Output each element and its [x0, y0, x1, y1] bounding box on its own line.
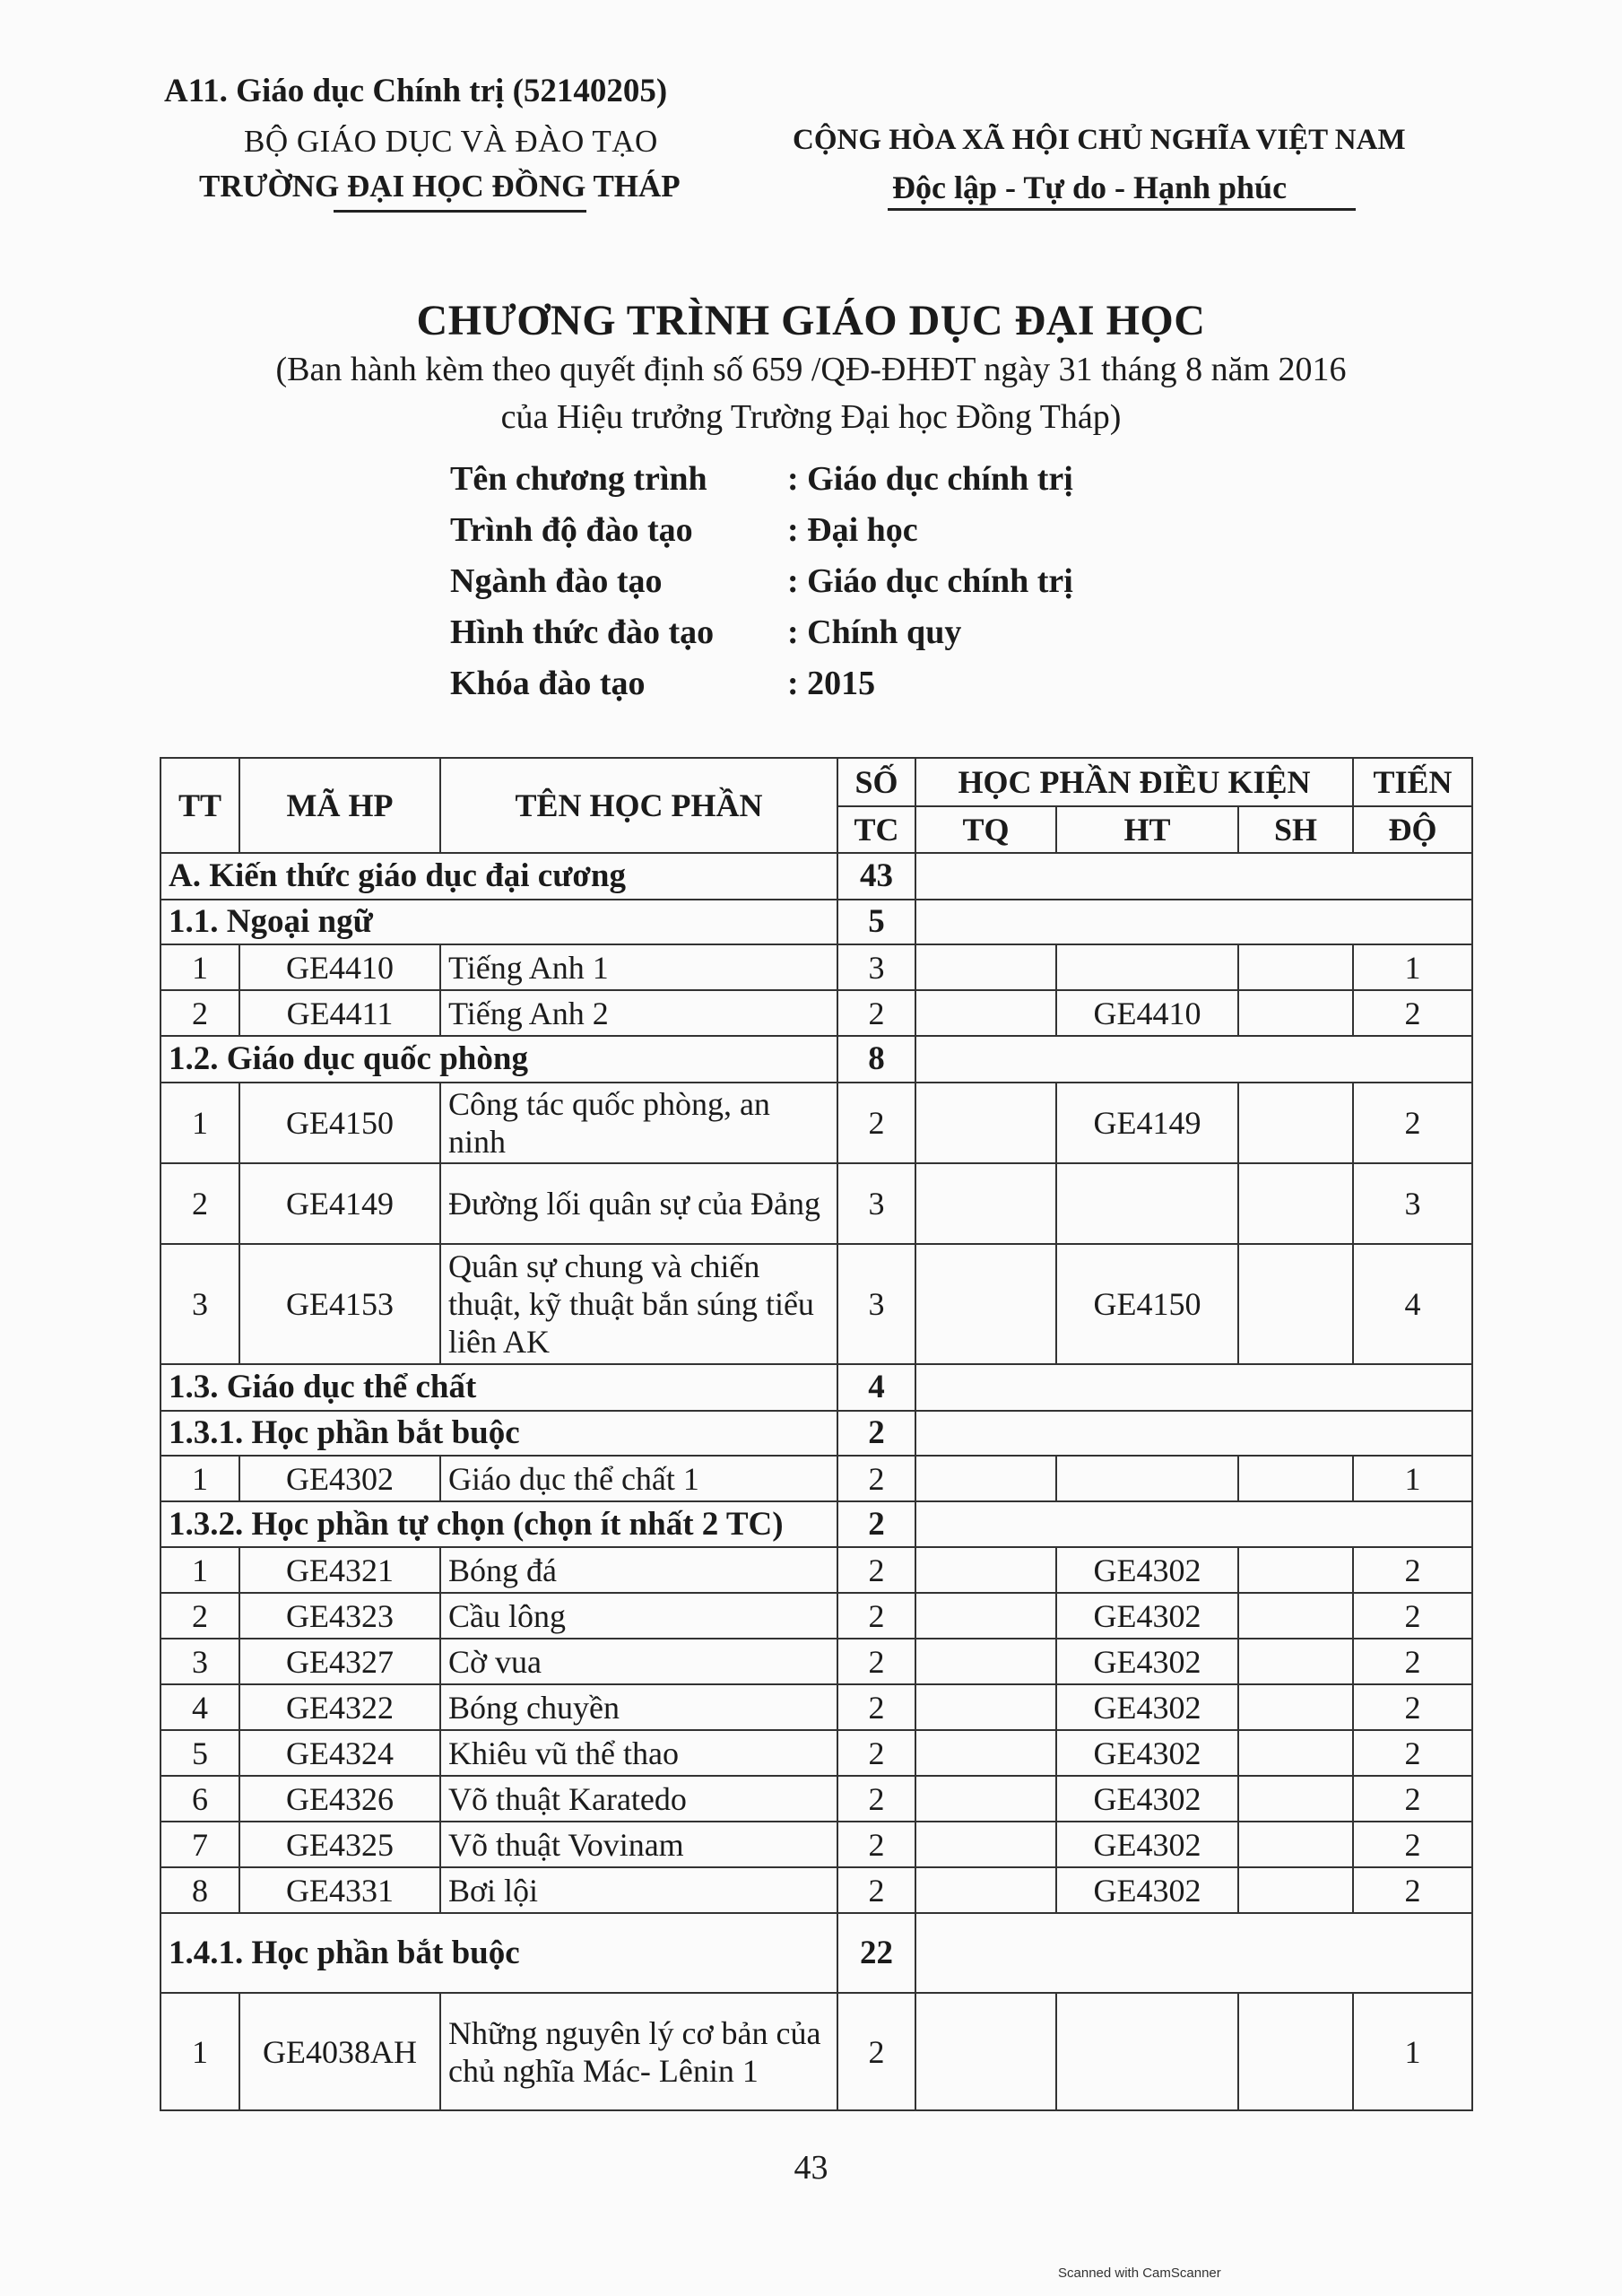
national-motto: Độc lập - Tự do - Hạnh phúc — [892, 170, 1288, 205]
section-row — [160, 1913, 1472, 1993]
course-credits: 2 — [837, 1993, 915, 2110]
course-progress: 4 — [1353, 1244, 1472, 1364]
course-credits: 3 — [837, 1244, 915, 1364]
prereq-sh — [1238, 1639, 1353, 1684]
section-credits: 43 — [837, 853, 915, 900]
course-name: Công tác quốc phòng, an ninh — [440, 1083, 837, 1163]
header-sh: SH — [1238, 806, 1353, 853]
course-code: GE4326 — [239, 1776, 440, 1822]
course-name: Bóng chuyền — [440, 1684, 837, 1730]
section-label: 1.3.1. Học phần bắt buộc — [160, 1411, 837, 1456]
header-tq: TQ — [915, 806, 1056, 853]
course-name: Võ thuật Vovinam — [440, 1822, 837, 1867]
prereq-sh — [1238, 1547, 1353, 1593]
prereq-tq — [915, 1684, 1056, 1730]
prereq-ht: GE4302 — [1056, 1684, 1238, 1730]
info-label-program: Tên chương trình — [450, 460, 707, 498]
prereq-sh — [1238, 990, 1353, 1036]
prereq-tq — [915, 1547, 1056, 1593]
info-value-cohort: : 2015 — [787, 665, 876, 702]
course-progress: 2 — [1353, 1684, 1472, 1730]
course-row — [160, 944, 1472, 990]
section-credits: 22 — [837, 1913, 915, 1993]
course-code: GE4324 — [239, 1730, 440, 1776]
prereq-tq — [915, 1639, 1056, 1684]
course-progress: 2 — [1353, 1593, 1472, 1639]
course-code: GE4327 — [239, 1639, 440, 1684]
course-index: 1 — [160, 1456, 239, 1501]
section-row — [160, 1501, 1472, 1547]
course-code: GE4153 — [239, 1244, 440, 1364]
course-index: 1 — [160, 944, 239, 990]
scanner-watermark: Scanned with CamScanner — [1058, 2266, 1221, 2281]
course-row — [160, 1456, 1472, 1501]
prereq-ht: GE4302 — [1056, 1822, 1238, 1867]
section-empty-cell — [915, 1411, 1472, 1456]
course-code: GE4150 — [239, 1083, 440, 1163]
prereq-sh — [1238, 1456, 1353, 1501]
course-index: 2 — [160, 990, 239, 1036]
course-code: GE4410 — [239, 944, 440, 990]
course-progress: 2 — [1353, 1822, 1472, 1867]
prereq-sh — [1238, 1684, 1353, 1730]
section-credits: 2 — [837, 1501, 915, 1547]
prereq-ht — [1056, 1456, 1238, 1501]
prereq-tq — [915, 1163, 1056, 1244]
course-credits: 2 — [837, 1547, 915, 1593]
course-name: Bơi lội — [440, 1867, 837, 1913]
info-label-major: Ngành đào tạo — [450, 562, 663, 600]
section-empty-cell — [915, 1501, 1472, 1547]
prereq-sh — [1238, 1163, 1353, 1244]
course-name: Đường lối quân sự của Đảng — [440, 1163, 837, 1244]
course-progress: 2 — [1353, 1867, 1472, 1913]
prereq-sh — [1238, 1083, 1353, 1163]
section-credits: 2 — [837, 1411, 915, 1456]
course-row — [160, 1163, 1472, 1244]
course-name: Những nguyên lý cơ bản của chủ nghĩa Mác- Lênin 1 — [440, 1993, 837, 2110]
prereq-sh — [1238, 1867, 1353, 1913]
course-credits: 3 — [837, 1163, 915, 1244]
prereq-tq — [915, 1993, 1056, 2110]
course-index: 6 — [160, 1776, 239, 1822]
section-row — [160, 1411, 1472, 1456]
course-row — [160, 1639, 1472, 1684]
prereq-sh — [1238, 1776, 1353, 1822]
info-label-mode: Hình thức đào tạo — [450, 613, 715, 651]
course-index: 1 — [160, 1083, 239, 1163]
school-name: TRƯỜNG ĐẠI HỌC ĐỒNG THÁP — [199, 169, 681, 204]
course-row — [160, 1244, 1472, 1364]
course-code: GE4149 — [239, 1163, 440, 1244]
course-row — [160, 1083, 1472, 1163]
section-row — [160, 1036, 1472, 1083]
prereq-tq — [915, 1593, 1056, 1639]
header-prereq: HỌC PHẦN ĐIỀU KIỆN — [915, 758, 1353, 806]
prereq-tq — [915, 1083, 1056, 1163]
section-row — [160, 900, 1472, 944]
info-value-level: : Đại học — [787, 511, 918, 549]
course-progress: 2 — [1353, 1547, 1472, 1593]
prereq-ht: GE4302 — [1056, 1593, 1238, 1639]
section-empty-cell — [915, 853, 1472, 900]
prereq-ht: GE4302 — [1056, 1547, 1238, 1593]
course-index: 2 — [160, 1593, 239, 1639]
course-index: 3 — [160, 1639, 239, 1684]
header-credits-bottom: TC — [837, 806, 915, 853]
course-row — [160, 1867, 1472, 1913]
course-name: Tiếng Anh 2 — [440, 990, 837, 1036]
prereq-sh — [1238, 1822, 1353, 1867]
course-index: 3 — [160, 1244, 239, 1364]
course-code: GE4325 — [239, 1822, 440, 1867]
course-code: GE4321 — [239, 1547, 440, 1593]
section-empty-cell — [915, 1036, 1472, 1083]
page-number: 43 — [794, 2149, 828, 2187]
document-title: CHƯƠNG TRÌNH GIÁO DỤC ĐẠI HỌC — [416, 297, 1206, 344]
motto-underline — [888, 208, 1356, 211]
prereq-sh — [1238, 944, 1353, 990]
header-name: TÊN HỌC PHẦN — [440, 758, 837, 853]
course-name: Tiếng Anh 1 — [440, 944, 837, 990]
course-code: GE4411 — [239, 990, 440, 1036]
prereq-tq — [915, 1244, 1056, 1364]
section-label: A. Kiến thức giáo dục đại cương — [160, 853, 837, 900]
course-credits: 2 — [837, 1867, 915, 1913]
section-credits: 5 — [837, 900, 915, 944]
course-name: Bóng đá — [440, 1547, 837, 1593]
prereq-ht: GE4302 — [1056, 1776, 1238, 1822]
ministry-name: BỘ GIÁO DỤC VÀ ĐÀO TẠO — [244, 124, 658, 159]
header-credits-top: SỐ — [837, 758, 915, 806]
course-row — [160, 1730, 1472, 1776]
decision-line-2: của Hiệu trưởng Trường Đại học Đồng Tháp) — [500, 398, 1122, 436]
course-name: Cầu lông — [440, 1593, 837, 1639]
section-empty-cell — [915, 900, 1472, 944]
course-row — [160, 1684, 1472, 1730]
info-value-program: : Giáo dục chính trị — [787, 460, 1073, 498]
prereq-tq — [915, 1867, 1056, 1913]
course-credits: 2 — [837, 1822, 915, 1867]
section-credits: 8 — [837, 1036, 915, 1083]
prereq-tq — [915, 990, 1056, 1036]
course-index: 1 — [160, 1993, 239, 2110]
course-credits: 3 — [837, 944, 915, 990]
prereq-ht: GE4150 — [1056, 1244, 1238, 1364]
course-credits: 2 — [837, 1730, 915, 1776]
prereq-sh — [1238, 1244, 1353, 1364]
course-name: Cờ vua — [440, 1639, 837, 1684]
prereq-tq — [915, 1456, 1056, 1501]
header-ht: HT — [1056, 806, 1238, 853]
course-name: Giáo dục thể chất 1 — [440, 1456, 837, 1501]
section-label: 1.3.2. Học phần tự chọn (chọn ít nhất 2 TC) — [160, 1501, 837, 1547]
course-code: GE4302 — [239, 1456, 440, 1501]
course-row — [160, 1776, 1472, 1822]
course-name: Võ thuật Karatedo — [440, 1776, 837, 1822]
course-index: 1 — [160, 1547, 239, 1593]
header-progress-top: TIẾN — [1353, 758, 1472, 806]
course-progress: 1 — [1353, 1456, 1472, 1501]
prereq-tq — [915, 944, 1056, 990]
course-index: 5 — [160, 1730, 239, 1776]
prereq-tq — [915, 1776, 1056, 1822]
prereq-sh — [1238, 1730, 1353, 1776]
info-label-cohort: Khóa đào tạo — [450, 665, 646, 702]
course-progress: 1 — [1353, 944, 1472, 990]
decision-line-1: (Ban hành kèm theo quyết định số 659 /QĐ-ĐHĐT ngày 31 tháng 8 năm 2016 — [275, 351, 1347, 388]
prereq-ht: GE4149 — [1056, 1083, 1238, 1163]
course-name: Quân sự chung và chiến thuật, kỹ thuật bắn súng tiểu liên AK — [440, 1244, 837, 1364]
prereq-tq — [915, 1822, 1056, 1867]
course-credits: 2 — [837, 1639, 915, 1684]
course-name: Khiêu vũ thể thao — [440, 1730, 837, 1776]
section-row — [160, 1364, 1472, 1411]
course-progress: 2 — [1353, 1083, 1472, 1163]
section-label: 1.2. Giáo dục quốc phòng — [160, 1036, 837, 1083]
course-index: 2 — [160, 1163, 239, 1244]
prereq-sh — [1238, 1593, 1353, 1639]
course-progress: 2 — [1353, 1776, 1472, 1822]
section-empty-cell — [915, 1364, 1472, 1411]
curriculum-table — [160, 757, 1473, 2111]
info-value-major: : Giáo dục chính trị — [787, 562, 1073, 600]
course-index: 8 — [160, 1867, 239, 1913]
section-label: 1.3. Giáo dục thể chất — [160, 1364, 837, 1411]
prereq-ht — [1056, 1163, 1238, 1244]
course-code: GE4331 — [239, 1867, 440, 1913]
prereq-ht: GE4302 — [1056, 1639, 1238, 1684]
course-row — [160, 1547, 1472, 1593]
course-row — [160, 1593, 1472, 1639]
section-row — [160, 853, 1472, 900]
section-label: 1.4.1. Học phần bắt buộc — [160, 1913, 837, 1993]
course-credits: 2 — [837, 1083, 915, 1163]
prereq-ht: GE4302 — [1056, 1867, 1238, 1913]
section-credits: 4 — [837, 1364, 915, 1411]
course-credits: 2 — [837, 990, 915, 1036]
course-row — [160, 1822, 1472, 1867]
prereq-sh — [1238, 1993, 1353, 2110]
school-underline — [334, 210, 586, 213]
course-credits: 2 — [837, 1593, 915, 1639]
prereq-ht — [1056, 944, 1238, 990]
section-empty-cell — [915, 1913, 1472, 1993]
info-label-level: Trình độ đào tạo — [450, 511, 693, 549]
course-progress: 3 — [1353, 1163, 1472, 1244]
course-credits: 2 — [837, 1684, 915, 1730]
course-row — [160, 990, 1472, 1036]
course-credits: 2 — [837, 1776, 915, 1822]
course-index: 7 — [160, 1822, 239, 1867]
prereq-tq — [915, 1730, 1056, 1776]
course-index: 4 — [160, 1684, 239, 1730]
prereq-ht: GE4410 — [1056, 990, 1238, 1036]
header-progress-bottom: ĐỘ — [1353, 806, 1472, 853]
course-progress: 2 — [1353, 990, 1472, 1036]
republic-name: CỘNG HÒA XÃ HỘI CHỦ NGHĨA VIỆT NAM — [793, 124, 1406, 156]
header-code: MÃ HP — [239, 758, 440, 853]
prereq-ht — [1056, 1993, 1238, 2110]
program-code-line: A11. Giáo dục Chính trị (52140205) — [164, 73, 668, 109]
course-code: GE4038AH — [239, 1993, 440, 2110]
course-code: GE4323 — [239, 1593, 440, 1639]
course-progress: 1 — [1353, 1993, 1472, 2110]
prereq-ht: GE4302 — [1056, 1730, 1238, 1776]
course-row — [160, 1993, 1472, 2110]
course-code: GE4322 — [239, 1684, 440, 1730]
course-progress: 2 — [1353, 1730, 1472, 1776]
course-progress: 2 — [1353, 1639, 1472, 1684]
section-label: 1.1. Ngoại ngữ — [160, 900, 837, 944]
table-header-row — [160, 758, 1472, 806]
course-credits: 2 — [837, 1456, 915, 1501]
header-tt: TT — [160, 758, 239, 853]
info-value-mode: : Chính quy — [787, 613, 962, 651]
